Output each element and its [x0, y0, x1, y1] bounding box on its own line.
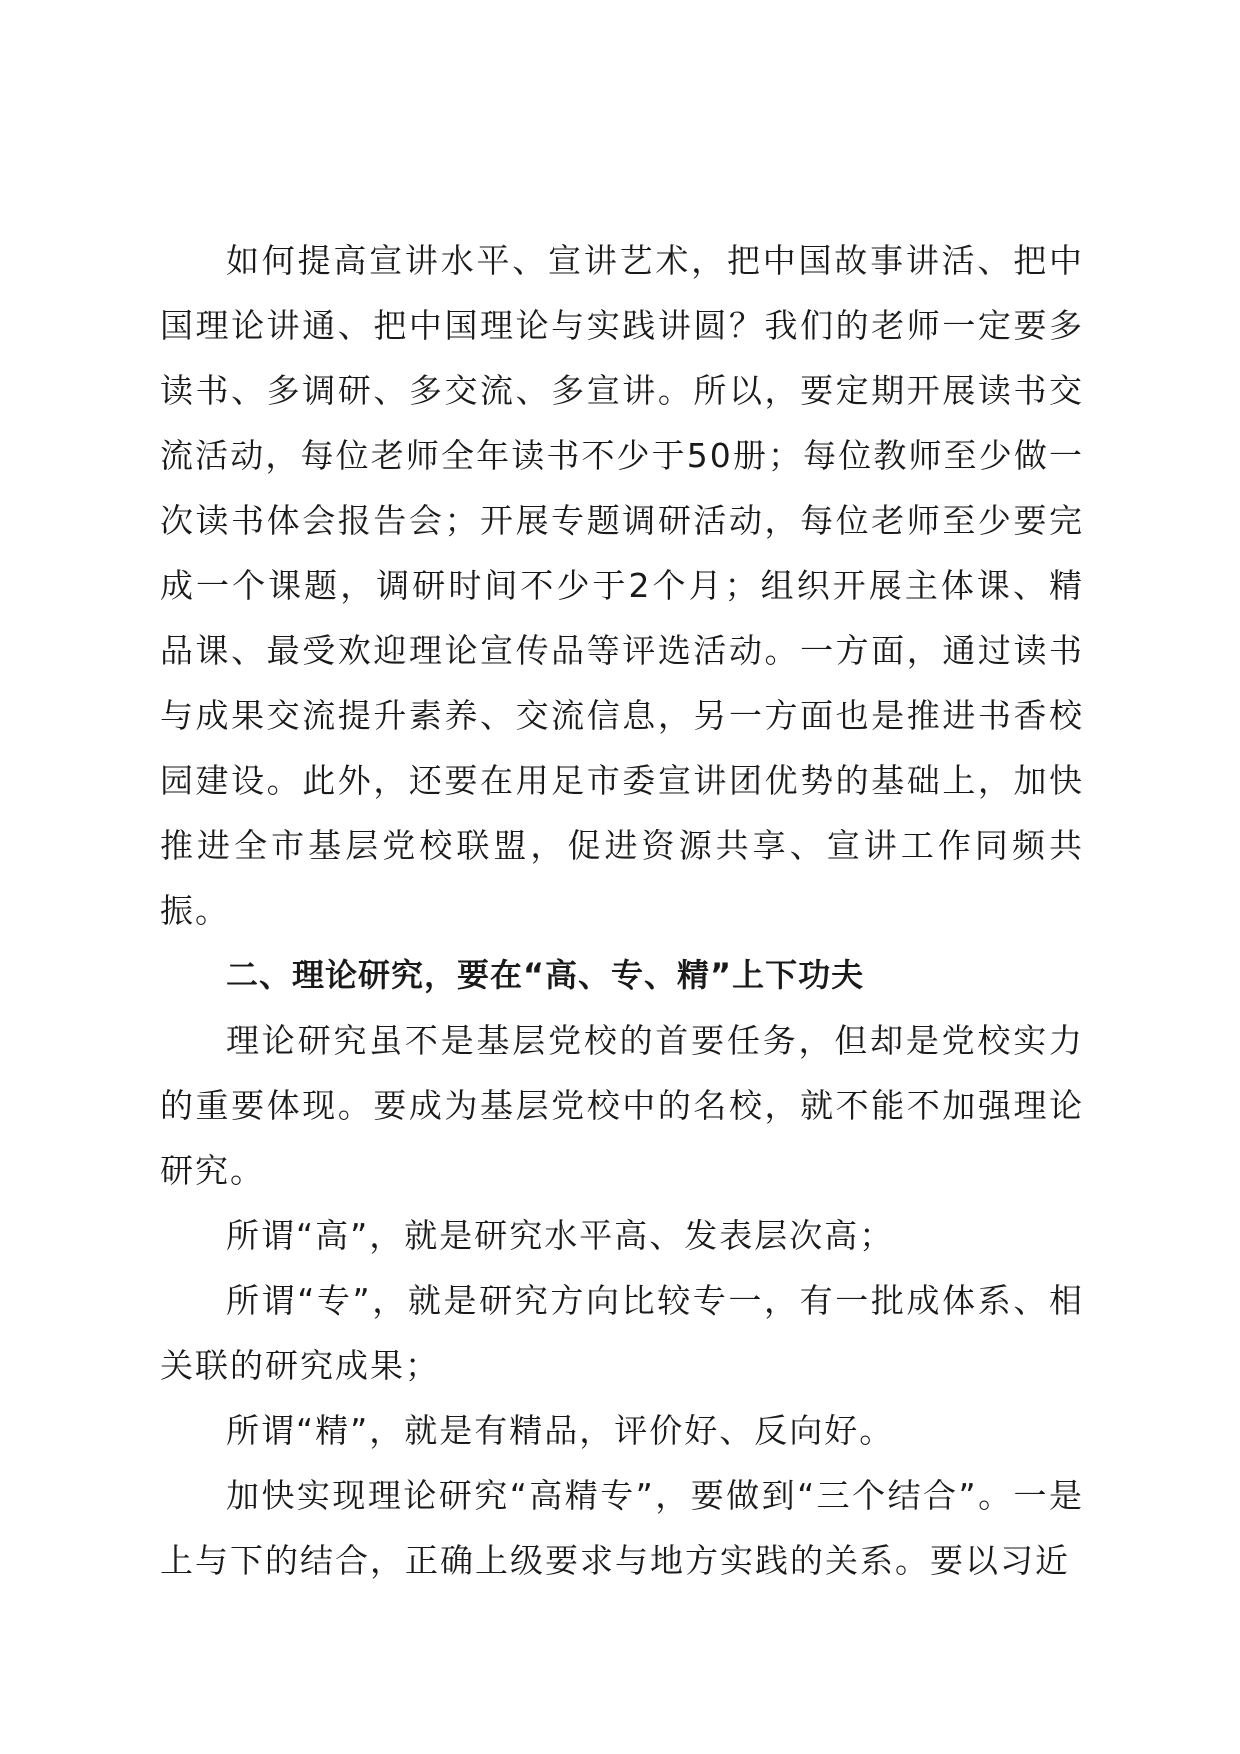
- paragraph-theory-research-intro: 理论研究虽不是基层党校的首要任务，但却是党校实力的重要体现。要成为基层党校中的名校，就不能不加强理论研究。: [160, 1021, 1084, 1190]
- document-page: [160, 228, 1084, 1593]
- paragraph-three-combinations: 加快实现理论研究“高精专”，要做到“三个结合”。一是上与下的结合，正确上级要求与地方实践的关系。要以习近: [160, 1476, 1084, 1580]
- paragraph-definition-specialized: 所谓“专”，就是研究方向比较专一，有一批成体系、相关联的研究成果；: [160, 1281, 1084, 1385]
- paragraph-lecture-level: 如何提高宣讲水平、宣讲艺术，把中国故事讲活、把中国理论讲通、把中国理论与实践讲圆？我们的老师一定要多读书、多调研、多交流、多宣讲。所以，要定期开展读书交流活动，每位老师全年读书不少于50册；每位教师至少做一次读书体会报告会；开展专题调研活动，每位老师至少要完成一个课题，调研时间不少于2个月；组织开展主体课、精品课、最受欢迎理论宣传品等评选活动。一方面，通过读书与成果交流提升素养、交流信息，另一方面也是推进书香校园建设。此外，还要在用足市委宣讲团优势的基础上，加快推进全市基层党校联盟，促进资源共享、宣讲工作同频共振。: [160, 241, 1084, 930]
- paragraph-definition-refined: 所谓“精”，就是有精品，评价好、反向好。: [226, 1411, 895, 1450]
- paragraph-definition-high: 所谓“高”，就是研究水平高、发表层次高；: [226, 1216, 895, 1255]
- section-heading-theory-research: 二、理论研究，要在“高、专、精”上下功夫: [226, 956, 865, 994]
